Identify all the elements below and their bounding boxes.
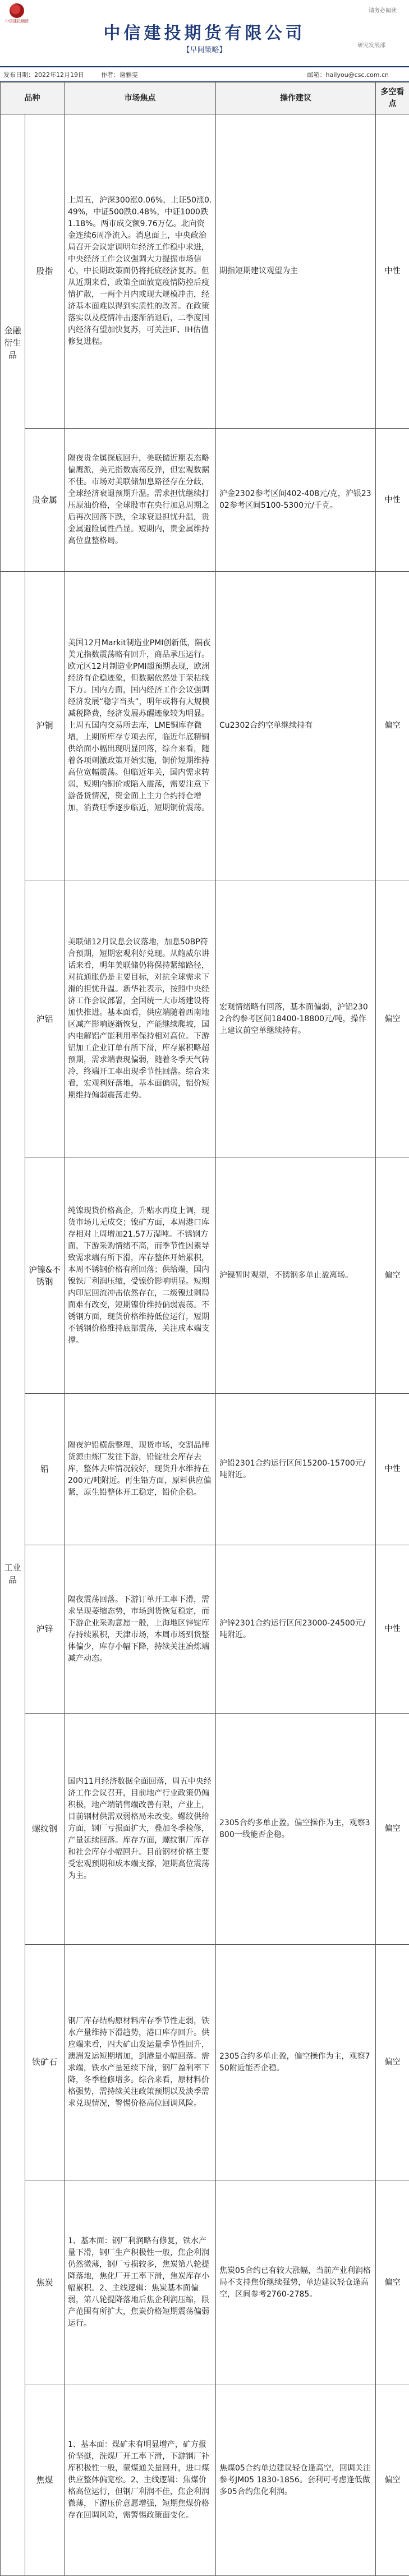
market-focus-cell: 上周五，沪深300涨0.06%，上证50涨0.49%，中证500跌0.48%，中证1000跌1.18%。两市成交额9.76万亿。北向资金连续6周净流入。消息面上，中央政治局召开会议定调明年经济工作稳中求进，中央经济工作会议强调大力提振市场信心，中长期政策面仍将托底经济复苏。但从近期来看，政策全面放宽疫情防控后疫情扩散，一两个月内或现大规模冲击，经济基本面难以得到实质性的改善。在政策落实以及疫情冲击逐渐消退后，二季度国内经济有望加快复苏，可关注IF、IH估值修复进程。 [65, 114, 216, 429]
stance-cell: 偏空 [376, 2180, 409, 2385]
sector-industrial: 工业品 [1, 572, 25, 2576]
market-focus-cell: 美国12月Markit制造业PMI创新低，隔夜美元指数震荡略有回升，商品承压运行。欧元区12月制造业PMI超预期表现，欧洲经济有企稳迹象，但数据依然处于荣枯线下方。国内方面，国内经济工作会议强调经济发展“稳字当头”，明年或将有大规模减税降费，经济发展苏醒迹象较为明显。上周五国内交易所去库，LME铜库存微增，上期所库存专项去库，临近年底精铜供给面小幅出现明显回落，综合来看，随着各项刺激政策开始实施，铜价短期维持高位宽幅震荡。但临近年关，国内需求转弱，短期内铜价或陷入震荡，需要注意下游备货情况，资金面上主力合约持仓增加，消费旺季逐步临近，短期铜价震荡。 [65, 572, 216, 880]
top-note: 请务必阅读 [369, 6, 397, 14]
table-row [1, 1394, 409, 1545]
report-title: 中信建投期货有限公司 [0, 19, 409, 44]
advice-cell: 焦煤05合约单边建议轻仓逢高空，回调关注参考JM05 1830-1856。套利可考虑逢低做多05合约焦化利润。 [216, 2385, 376, 2576]
variety-cell: 焦煤 [25, 2385, 65, 2576]
advice-cell: 宏观情绪略有回落，基本面偏弱，沪铝2302合约参考区间18400-18800元/吨，操作上建议前空单继续持有。 [216, 880, 376, 1158]
advice-cell: 期指短期建议观望为主 [216, 114, 376, 429]
variety-cell: 沪镍&不锈钢 [25, 1158, 65, 1394]
header-stance: 多空看点 [376, 82, 409, 114]
author: 作者：谢雅雯 [101, 70, 138, 79]
variety-cell: 沪铜 [25, 572, 65, 880]
logo-emblem-icon [10, 3, 24, 18]
market-focus-cell: 隔夜沪铅横盘整理，现货市场，交割品牌货源由炼厂发往下游，铅锭社会库存去库，整体去库情况较好，现货升水维持在200元/吨附近。再生铅方面，原料供应偏紧，原生铅整体开工稳定，铅价企稳。 [65, 1394, 216, 1545]
logo-text: 中信建投期货 [4, 19, 29, 24]
market-focus-cell: 1、基本面：煤矿未有明显增产，矿方报价坚挺，洗煤厂开工率下滑，下游钢厂补库积极性一般，蒙煤通关量回升，进口煤供应整体偏宽松。2、主线逻辑：焦煤价格高位运行，但钢厂利润不佳，焦企利润微薄，下游压价意愿增强，短期焦煤价格存在回调风险，需警惕政策面变化。 [65, 2385, 216, 2576]
market-focus-cell: 国内11月经济数据全面回落，周五中央经济工作会议召开，目前地产行业政策仍偏积极，地产端销售端改善有限，产业上，目前钢材供需双弱格局未改变。螺纹供给方面，钢厂亏损面扩大，叠加冬季检修，产量延续回落。库存方面，螺纹钢厂库存和社会库存小幅回升。目前钢材价格主要受宏观预期和成本端支撑，短期高位震荡为主。 [65, 1714, 216, 1945]
advice-cell: 沪铅2301合约运行区间15200-15700元/吨附近。 [216, 1394, 376, 1545]
table-row [1, 2180, 409, 2385]
advice-cell: Cu2302合约空单继续持有 [216, 572, 376, 880]
market-focus-cell: 美联储12月议息会议落地，加息50BP符合预期，短期宏观利好兑现。从鲍威尔讲话来看，明年美联储仍将保持紧缩路径，对抗通胀仍是主要目标，对抗全球需求下滑的担忧升温。新华社表示，按照中央经济工作会议部署，全国统一大市场建设将加快推进。基本面看，供应端随着西南地区减产影响逐渐恢复，产能继续爬坡，国内电解铝产能利用率保持相对高位。下游铝加工企业订单有所下滑，库存累积略超预期，需求端表现偏弱，随着冬季天气转冷，终端开工率出现季节性回落。综合来看，宏观利好落地，基本面偏弱，铝价短期维持偏弱震荡走势。 [65, 880, 216, 1158]
market-focus-cell: 隔夜贵金属探底回升，美联储近期表态略偏鹰派，美元指数震荡反弹，但宏观数据不佳。市场对美联储加息路径存在分歧，全球经济衰退预期升温。需求担忧继续打压原油价格，全球股市在央行加息周期之后再次回落下跌，全球衰退担忧升温，贵金属避险属性凸显。短期内，贵金属维持高位盘整格局。 [65, 429, 216, 572]
stance-cell: 偏空 [376, 1714, 409, 1945]
report-header [0, 0, 409, 66]
advice-cell: 2305合约多单止盈，偏空操作为主，观察750附近能否企稳。 [216, 1945, 376, 2180]
advice-cell: 沪锌2301合约运行区间23000-24500元/吨附近。 [216, 1545, 376, 1714]
stance-cell: 中性 [376, 114, 409, 429]
issue-date: 发布日期：2022年12月19日 [3, 70, 84, 79]
market-focus-cell: 纯镍现货价格高企，升贴水再度上调，现货市场几无成交；镍矿方面，本周港口库存相对上周增加21.57万湿吨。不锈钢方面，下游采购情绪不高，而季节性因素导致需求端有所下滑，库存整体开始累积，本周不锈钢价格有所回落；供给端，国内镍铁厂利润压缩，受镍价影响明显。短期内印尼回流冲击依然存在，二级镍过剩局面难有改变，短期镍价维持偏弱震荡。不锈钢方面，现货价格维持低位运行，短期不锈钢价格维持底部震荡，关注成本端支撑。 [65, 1158, 216, 1394]
market-focus-cell: 1、基本面：钢厂利润略有修复，铁水产量下滑，钢厂生产积极性一般，焦企利润仍然微薄，钢厂亏损较多，焦炭第八轮提降落地，焦化厂开工率下滑，焦炭库存小幅累积。2、主线逻辑：焦炭基本面偏弱，第八轮提降落地后焦企利润压缩，限产范围有所扩大，焦炭价格短期震荡偏弱运行。 [65, 2180, 216, 2385]
variety-cell: 沪铝 [25, 880, 65, 1158]
advice-cell: 焦炭05合约已有较大涨幅，当前产业利润格局不支持焦价继续强势，单边建议轻仓逢高空，区间参考2760-2785。 [216, 2180, 376, 2385]
variety-cell: 沪锌 [25, 1545, 65, 1714]
stance-cell: 中性 [376, 1394, 409, 1545]
table-row [1, 1158, 409, 1394]
table-row [1, 429, 409, 572]
variety-cell: 螺纹钢 [25, 1714, 65, 1945]
advice-cell: 沪金2302参考区间402-408元/克，沪银2302参考区间5100-5300元/千克。 [216, 429, 376, 572]
variety-cell: 铅 [25, 1394, 65, 1545]
header-advice: 操作建议 [216, 82, 376, 114]
variety-cell: 贵金属 [25, 429, 65, 572]
email: 邮箱：hailyou@csc.com.cn [307, 70, 389, 79]
table-row [1, 2385, 409, 2576]
table-row [1, 572, 409, 880]
stance-cell: 偏空 [376, 1158, 409, 1394]
table-row [1, 1545, 409, 1714]
market-focus-cell: 钢厂库存结构原材料库存季节性走弱，铁水产量维持下滑趋势，港口库存回升。供应端来看，四大矿山发运量季节性回升，澳洲发运短期增加，到港量小幅回落。需求端，铁水产量延续下滑，钢厂盈利率下降，冬季检修增多。综合来看，原材料价格强势，需持续关注政策预期以及淡季需求兑现情况，警惕价格高位回调风险。 [65, 1945, 216, 2180]
info-bar [0, 66, 409, 82]
table-row [1, 1714, 409, 1945]
table-header-row [1, 82, 409, 114]
stance-cell: 中性 [376, 429, 409, 572]
sector-financial: 金融衍生品 [1, 114, 25, 572]
variety-cell: 铁矿石 [25, 1945, 65, 2180]
table-row [1, 880, 409, 1158]
stance-cell: 中性 [376, 1545, 409, 1714]
advice-cell: 沪镍暂时观望，不锈钢多单止盈离场。 [216, 1158, 376, 1394]
stance-cell: 偏空 [376, 572, 409, 880]
research-tag: 研究发展部 [357, 40, 385, 49]
table-row [1, 1945, 409, 2180]
stance-cell: 偏空 [376, 880, 409, 1158]
header-variety: 品种 [1, 82, 65, 114]
table-row [1, 114, 409, 429]
stance-cell: 偏空 [376, 2385, 409, 2576]
advice-cell: 2305合约多单止盈。偏空操作为主，观察3800一线能否企稳。 [216, 1714, 376, 1945]
header-focus: 市场焦点 [65, 82, 216, 114]
variety-cell: 股指 [25, 114, 65, 429]
market-focus-cell: 隔夜震荡回落。下游订单开工率下滑，需求呈现萎缩态势，市场到货恢复稳定，而下游企业采购意愿一般，上海地区锌锭库存持续累积，天津市场，本周市场到货整体偏少，库存小幅下降，持续关注冶炼端减产动态。 [65, 1545, 216, 1714]
variety-cell: 焦炭 [25, 2180, 65, 2385]
report-subtitle: 【早间策略】 [0, 44, 409, 54]
strategy-table [0, 82, 409, 2576]
stance-cell: 偏空 [376, 1945, 409, 2180]
